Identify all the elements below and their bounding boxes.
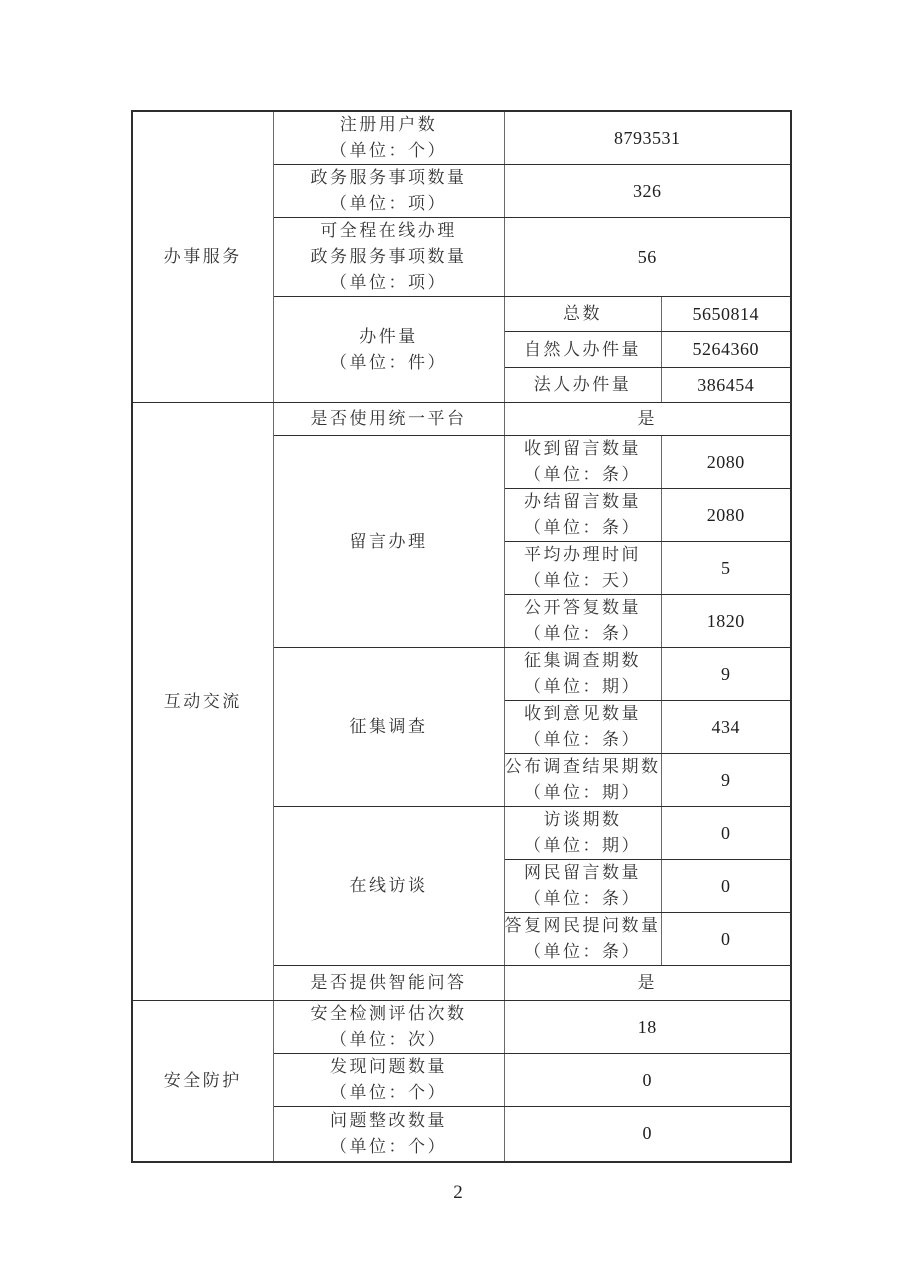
sub-metric-label-cell xyxy=(504,807,661,860)
metric-label-cell xyxy=(273,403,504,436)
metric-value: 2080 xyxy=(706,504,745,525)
metric-value: 5650814 xyxy=(692,303,759,324)
category-cell-office-services xyxy=(132,111,273,403)
sub-metric-label-cell xyxy=(504,913,661,966)
metric-name: 安全检测评估次数 xyxy=(310,1004,467,1023)
sub-metric-unit: （单位：条） xyxy=(524,889,641,908)
sub-metric-value-cell xyxy=(661,860,791,913)
sub-metric-value-cell xyxy=(661,489,791,542)
sub-metric-name: 平均办理时间 xyxy=(524,545,641,564)
sub-metric-name: 答复网民提问数量 xyxy=(504,916,661,935)
group-label-cell xyxy=(273,436,504,648)
sub-metric-value-cell xyxy=(661,754,791,807)
metric-value-cell xyxy=(504,966,791,1001)
metric-value: 5264360 xyxy=(692,339,759,359)
metric-name: 是否提供智能问答 xyxy=(310,973,467,992)
metric-value-cell xyxy=(504,165,791,218)
sub-metric-value-cell xyxy=(661,648,791,701)
metric-label-cell xyxy=(273,966,504,1001)
category-label: 办事服务 xyxy=(163,247,242,266)
sub-metric-label-cell xyxy=(504,436,661,489)
page-number: 2 xyxy=(453,1182,463,1203)
sub-metric-value-cell xyxy=(661,595,791,648)
metric-value: 1820 xyxy=(706,610,745,631)
sub-metric-unit: （单位：条） xyxy=(524,942,641,961)
sub-metric-value-cell xyxy=(661,542,791,595)
category-label: 互动交流 xyxy=(163,691,242,711)
metric-value: 9 xyxy=(721,769,731,790)
sub-metric-label-cell xyxy=(504,860,661,913)
group-label-cell xyxy=(273,297,504,403)
table-row xyxy=(132,1001,791,1054)
metric-label-cell xyxy=(273,1054,504,1107)
sub-metric-unit: （单位：条） xyxy=(524,465,641,484)
sub-metric-value-cell xyxy=(661,368,791,403)
metric-value: 0 xyxy=(642,1123,652,1144)
sub-metric-unit: （单位：期） xyxy=(524,836,641,855)
metric-name: 可全程在线办理 xyxy=(320,221,457,240)
metric-value: 0 xyxy=(721,822,731,843)
category-label: 安全防护 xyxy=(163,1070,242,1090)
sub-metric-name: 总数 xyxy=(563,304,602,323)
sub-metric-name: 征集调查期数 xyxy=(524,651,641,670)
metric-label-cell xyxy=(273,218,504,297)
metric-unit: （单位：个） xyxy=(330,1083,447,1102)
sub-metric-name: 公布调查结果期数 xyxy=(504,757,661,776)
metric-label-cell xyxy=(273,111,504,165)
sub-metric-name: 收到意见数量 xyxy=(524,704,641,723)
metric-value: 2080 xyxy=(706,451,745,472)
metric-name: 是否使用统一平台 xyxy=(310,409,467,428)
category-cell-security xyxy=(132,1001,273,1162)
metric-name: 注册用户数 xyxy=(339,115,438,134)
metric-name: 政务服务事项数量 xyxy=(310,168,467,187)
sub-metric-value-cell xyxy=(661,701,791,754)
table-row xyxy=(132,403,791,436)
metric-value: 0 xyxy=(721,928,731,949)
sub-metric-label-cell xyxy=(504,595,661,648)
sub-metric-value-cell xyxy=(661,807,791,860)
metric-value-cell xyxy=(504,403,791,436)
metric-value: 0 xyxy=(721,875,731,896)
sub-metric-value-cell xyxy=(661,436,791,489)
sub-metric-label-cell xyxy=(504,754,661,807)
sub-metric-label-cell xyxy=(504,542,661,595)
metric-value: 9 xyxy=(721,663,731,684)
metric-name: 发现问题数量 xyxy=(330,1057,447,1076)
metric-value-cell xyxy=(504,1107,791,1162)
group-name: 在线访谈 xyxy=(349,876,428,895)
group-unit: （单位：件） xyxy=(330,352,447,372)
sub-metric-label-cell xyxy=(504,368,661,403)
sub-metric-unit: （单位：期） xyxy=(524,783,641,802)
sub-metric-value-cell xyxy=(661,332,791,368)
sub-metric-unit: （单位：期） xyxy=(524,677,641,696)
metric-value: 326 xyxy=(633,180,662,201)
metric-unit: （单位：项） xyxy=(330,273,447,292)
metric-value: 8793531 xyxy=(614,127,681,148)
metric-unit: （单位：个） xyxy=(330,141,447,160)
sub-metric-unit: （单位：条） xyxy=(524,624,641,643)
sub-metric-name: 收到留言数量 xyxy=(524,439,641,458)
annual-report-table xyxy=(131,110,792,1163)
metric-value: 5 xyxy=(721,557,731,578)
sub-metric-value-cell xyxy=(661,297,791,332)
group-name: 征集调查 xyxy=(349,717,428,736)
metric-name-line2: 政务服务事项数量 xyxy=(310,247,467,266)
sub-metric-name: 访谈期数 xyxy=(543,810,622,829)
metric-name: 问题整改数量 xyxy=(330,1110,447,1130)
sub-metric-name: 公开答复数量 xyxy=(524,598,641,617)
metric-value: 386454 xyxy=(697,374,755,395)
table-row xyxy=(132,111,791,165)
sub-metric-unit: （单位：条） xyxy=(524,518,641,537)
sub-metric-value-cell xyxy=(661,913,791,966)
metric-value-cell xyxy=(504,1054,791,1107)
group-name: 办件量 xyxy=(359,326,418,346)
metric-value-cell xyxy=(504,111,791,165)
metric-value: 434 xyxy=(711,716,740,737)
metric-label-cell xyxy=(273,1107,504,1162)
sub-metric-unit: （单位：条） xyxy=(524,730,641,749)
metric-value: 56 xyxy=(637,246,657,267)
sub-metric-label-cell xyxy=(504,701,661,754)
metric-label-cell xyxy=(273,165,504,218)
metric-value: 0 xyxy=(642,1069,652,1090)
category-cell-interaction xyxy=(132,403,273,1001)
sub-metric-label-cell xyxy=(504,648,661,701)
sub-metric-name: 法人办件量 xyxy=(533,375,632,394)
group-name: 留言办理 xyxy=(349,531,428,551)
metric-label-cell xyxy=(273,1001,504,1054)
metric-value: 是 xyxy=(637,409,657,428)
sub-metric-name: 自然人办件量 xyxy=(524,339,641,359)
sub-metric-label-cell xyxy=(504,489,661,542)
metric-value-cell xyxy=(504,218,791,297)
sub-metric-label-cell xyxy=(504,297,661,332)
sub-metric-name: 网民留言数量 xyxy=(524,863,641,882)
sub-metric-unit: （单位：天） xyxy=(524,571,641,590)
metric-unit: （单位：个） xyxy=(330,1136,447,1156)
group-label-cell xyxy=(273,648,504,807)
group-label-cell xyxy=(273,807,504,966)
metric-unit: （单位：次） xyxy=(330,1030,447,1049)
sub-metric-label-cell xyxy=(504,332,661,368)
metric-value-cell xyxy=(504,1001,791,1054)
metric-value: 是 xyxy=(637,973,657,992)
metric-unit: （单位：项） xyxy=(330,194,447,213)
metric-value: 18 xyxy=(637,1016,657,1037)
sub-metric-name: 办结留言数量 xyxy=(524,492,641,511)
